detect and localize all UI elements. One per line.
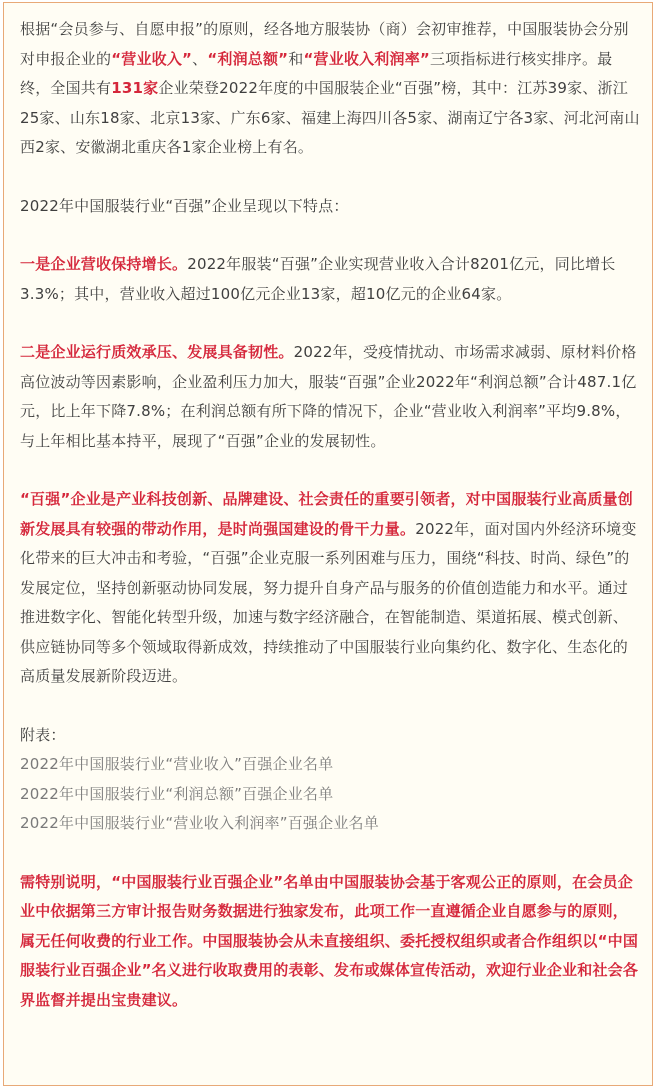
intro-text: 企业荣登2022年度的中国服装企业“百强”榜，其中：江苏39家、浙江25家、山东18家、北京13家、广东6家、福建上海四川各5家、湖南辽宁各3家、河北河南山西2家、安徽湖北重庆各1家企业榜上有名。 xyxy=(20,79,640,156)
feature-revenue-text: 2022年服装“百强”企业实现营业收入合计8201亿元，同比增长3.3%；其中，营业收入超过100亿元企业13家，超10亿元的企业64家。 xyxy=(20,255,616,303)
appendix-link-revenue[interactable]: 2022年中国服装行业“营业收入”百强企业名单 xyxy=(20,755,334,773)
feature-revenue-lead: 一是企业营收保持增长。 xyxy=(20,255,188,273)
appendix-link-profit[interactable]: 2022年中国服装行业“利润总额”百强企业名单 xyxy=(20,784,334,803)
leadership-lead: “百强”企业是产业科技创新、品牌建设、社会责任的重要引领者，对中国服装行业高质量创新发展具有较强的带动作用，是时尚强国建设的骨干力量。 xyxy=(20,490,633,538)
intro-text: 根据“会员参与、自愿申报”的原则，经各地方服装协（商）会初审推荐，中国服装协会分别对申报企业的 xyxy=(20,20,629,68)
special-note: 需特别说明，“中国服装行业百强企业”名单由中国服装协会基于客观公正的原则，在会员企业中依据第三方审计报告财务数据进行独家发布，此项工作一直遵循企业自愿参与的原则，属无任何收费的行业工作。中国服装协会从未直接组织、委托授权组织或者合作组织以“中国服装行业百强企业”名义进行收取费用的表彰、发布或媒体宣传活动，欢迎行业企业和社会各界监督并提出宝贵建议。 xyxy=(20,872,639,1009)
features-heading: 2022年中国服装行业“百强”企业呈现以下特点： xyxy=(20,196,349,215)
feature-revenue-paragraph xyxy=(20,250,642,309)
leadership-text: 2022年，面对国内外经济环境变化带来的巨大冲击和考验，“百强”企业克服一系列困难与压力，围绕“科技、时尚、绿色”的发展定位，坚持创新驱动协同发展，努力提升自身产品与服务的价值创造能力和水平。通过推进数字化、智能化转型升级，加速与数字经济融合，在智能制造、渠道拓展、模式创新、供应链协同等多个领域取得新成效，持续推动了中国服装行业向集约化、数字化、生态化的高质量发展新阶段迈进。 xyxy=(20,519,637,685)
feature-resilience-lead: 二是企业运行质效承压、发展具备韧性。 xyxy=(20,343,294,361)
article-frame xyxy=(3,2,653,1086)
appendix-label: 附表： xyxy=(20,725,66,744)
intro-text: 、 xyxy=(192,49,208,68)
leadership-paragraph xyxy=(20,485,642,692)
highlight-profit: “利润总额” xyxy=(207,49,289,68)
feature-resilience-text: 2022年，受疫情扰动、市场需求减弱、原材料价格高位波动等因素影响，企业盈利压力加大，服装“百强”企业2022年“利润总额”合计487.1亿元，比上年下降7.8%；在利润总额有所下降的情况下，企业“营业收入利润率”平均9.8%，与上年相比基本持平，展现了“百强”企业的发展韧性。 xyxy=(20,343,637,450)
feature-resilience-paragraph xyxy=(20,338,642,456)
highlight-profit-rate: “营业收入利润率” xyxy=(303,49,430,68)
highlight-revenue: “营业收入” xyxy=(111,49,193,68)
intro-paragraph xyxy=(20,15,642,163)
intro-text: 三项指标进行核实排序。最终，全国共有 xyxy=(20,49,613,97)
highlight-count: 131家 xyxy=(111,79,159,97)
intro-text: 和 xyxy=(288,49,304,68)
appendix-link-profit-rate[interactable]: 2022年中国服装行业“营业收入利润率”百强企业名单 xyxy=(20,814,379,832)
article-body xyxy=(20,15,642,1015)
